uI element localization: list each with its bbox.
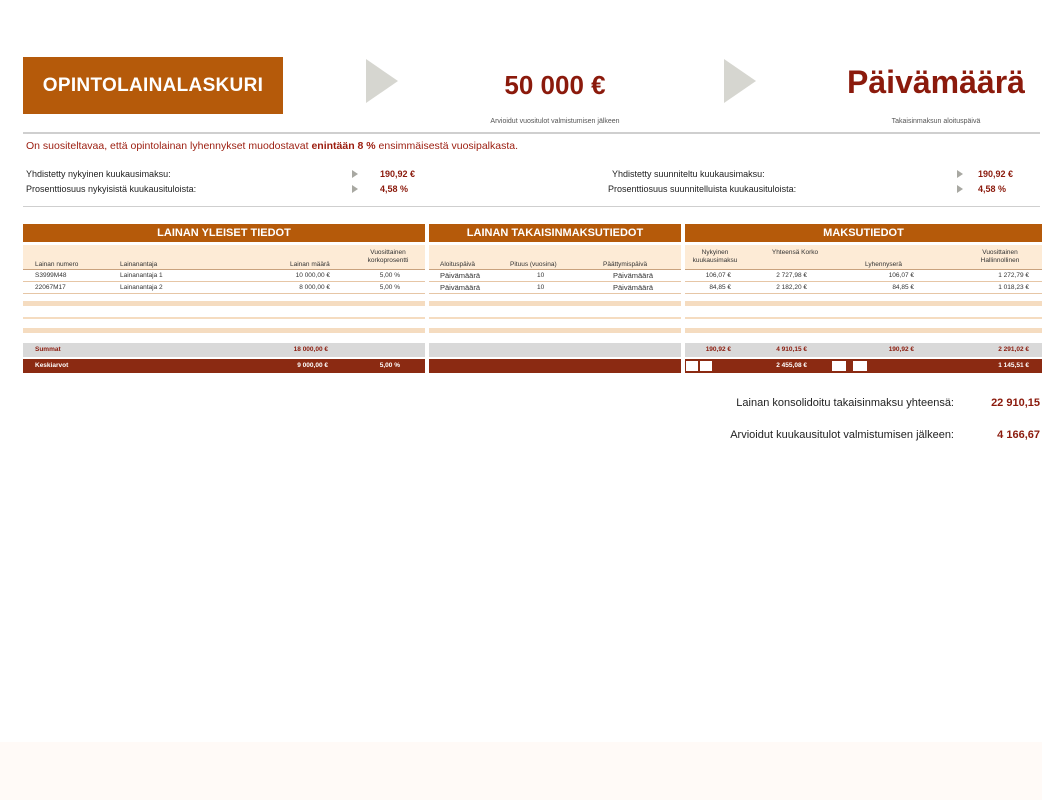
section-repayment-header: LAINAN TAKAISINMAKSUTIEDOT bbox=[429, 224, 681, 242]
summary-right-label-2: Prosenttiosuus suunnitelluista kuukausituloista: bbox=[608, 184, 797, 194]
empty-row-band bbox=[23, 328, 425, 333]
summary-left-label-1: Yhdistetty nykyinen kuukausimaksu: bbox=[26, 169, 171, 179]
summary-right-value-1: 190,92 € bbox=[978, 169, 1014, 179]
loan-2-years[interactable]: 10 bbox=[537, 284, 545, 291]
loan-1-start[interactable]: Päivämäärä bbox=[440, 271, 481, 280]
row-divider bbox=[429, 269, 681, 270]
totals-label: Summat bbox=[35, 346, 61, 353]
loan-2-end: Päivämäärä bbox=[613, 283, 654, 292]
empty-row-band bbox=[685, 301, 1042, 306]
blank-cell-box bbox=[832, 361, 846, 371]
recommendation-after: ensimmäisestä vuosipalkasta. bbox=[375, 140, 519, 152]
calculator-title: OPINTOLAINALASKURI bbox=[23, 57, 283, 114]
row-divider bbox=[685, 293, 1042, 294]
consolidated-total-label: Lainan konsolidoitu takaisinmaksu yhteensä: bbox=[736, 397, 954, 409]
row-divider bbox=[429, 293, 681, 294]
empty-row-band bbox=[23, 317, 425, 319]
row-divider bbox=[429, 281, 681, 282]
loan-1-number[interactable]: S3999M48 bbox=[35, 272, 67, 279]
arrow-right-icon bbox=[724, 59, 756, 103]
loan-1-interest: 2 727,98 € bbox=[776, 272, 807, 279]
loan-1-end: Päivämäärä bbox=[613, 271, 654, 280]
totals-monthly: 190,92 € bbox=[705, 346, 731, 353]
annual-income-value[interactable]: 50 000 € bbox=[504, 70, 606, 100]
loan-2-lender[interactable]: Lainanantaja 2 bbox=[120, 284, 163, 291]
row-divider bbox=[685, 269, 1042, 270]
loan-2-amount[interactable]: 8 000,00 € bbox=[299, 284, 330, 291]
averages-rate: 5,00 % bbox=[379, 362, 400, 369]
totals-row bbox=[23, 343, 425, 357]
col-start-date: Aloituspäivä bbox=[440, 261, 476, 268]
blank-cell-box bbox=[853, 361, 867, 371]
summary-left-value-1: 190,92 € bbox=[380, 169, 416, 179]
loan-1-amount[interactable]: 10 000,00 € bbox=[295, 272, 330, 279]
empty-row-band bbox=[429, 328, 681, 333]
averages-interest: 2 455,08 € bbox=[776, 362, 807, 369]
summary-left-label-2: Prosenttiosuus nykyisistä kuukausituloista: bbox=[26, 184, 197, 194]
annual-income-caption: Arvioidut vuositulot valmistumisen jälkeen bbox=[490, 118, 620, 125]
totals-installment: 190,92 € bbox=[888, 346, 914, 353]
averages-row bbox=[429, 359, 681, 373]
marker-icon bbox=[957, 170, 963, 178]
loan-1-lender[interactable]: Lainanantaja 1 bbox=[120, 272, 163, 279]
col-end-date: Päättymispäivä bbox=[603, 261, 648, 268]
col-rate: Vuosittainen korkoprosentti bbox=[367, 249, 409, 264]
section-payment-header: MAKSUTIEDOT bbox=[685, 224, 1042, 242]
row-divider bbox=[23, 269, 425, 270]
blank-cell-box bbox=[686, 361, 698, 371]
summary-right-value-2: 4,58 % bbox=[978, 184, 1007, 194]
col-interest: Yhteensä Korko bbox=[771, 249, 819, 256]
averages-annual: 1 145,51 € bbox=[998, 362, 1029, 369]
averages-label: Keskiarvot bbox=[35, 362, 69, 369]
totals-annual: 2 291,02 € bbox=[998, 346, 1029, 353]
totals-amount: 18 000,00 € bbox=[293, 346, 328, 353]
col-years: Pituus (vuosina) bbox=[510, 261, 557, 268]
loan-2-interest: 2 182,20 € bbox=[776, 284, 807, 291]
empty-row-band bbox=[429, 301, 681, 306]
section-general-header: LAINAN YLEISET TIEDOT bbox=[23, 224, 425, 242]
consolidated-total-value: 22 910,15 bbox=[991, 397, 1040, 409]
start-date-caption: Takaisinmaksun aloituspäivä bbox=[891, 118, 981, 125]
monthly-income-label: Arvioidut kuukausitulot valmistumisen jälkeen: bbox=[730, 429, 954, 441]
start-date-value[interactable]: Päivämäärä bbox=[847, 64, 1025, 100]
bottom-strip bbox=[0, 742, 1042, 800]
loan-1-years[interactable]: 10 bbox=[537, 272, 545, 279]
empty-row-band bbox=[685, 317, 1042, 319]
row-divider bbox=[23, 281, 425, 282]
loan-2-start[interactable]: Päivämäärä bbox=[440, 283, 481, 292]
row-divider bbox=[23, 293, 425, 294]
col-annual: Vuosittainen Hallinnollinen bbox=[980, 249, 1020, 264]
averages-amount: 9 000,00 € bbox=[297, 362, 328, 369]
col-amount: Lainan määrä bbox=[290, 261, 330, 268]
loan-2-monthly: 84,85 € bbox=[709, 284, 731, 291]
marker-icon bbox=[352, 170, 358, 178]
loan-1-annual: 1 272,79 € bbox=[998, 272, 1029, 279]
header-divider bbox=[23, 132, 1040, 134]
loan-1-rate[interactable]: 5,00 % bbox=[379, 272, 400, 279]
loan-2-installment: 84,85 € bbox=[892, 284, 914, 291]
empty-row-band bbox=[23, 301, 425, 306]
marker-icon bbox=[352, 185, 358, 193]
totals-row bbox=[429, 343, 681, 357]
loan-2-annual: 1 018,23 € bbox=[998, 284, 1029, 291]
col-monthly: Nykyinen kuukausimaksu bbox=[692, 249, 738, 264]
summary-left-value-2: 4,58 % bbox=[380, 184, 409, 194]
recommendation-before: On suositeltavaa, että opintolainan lyhennykset muodostavat bbox=[26, 140, 312, 152]
arrow-right-icon bbox=[366, 59, 398, 103]
empty-row-band bbox=[685, 328, 1042, 333]
col-installment: Lyhennyserä bbox=[865, 261, 902, 268]
loan-1-installment: 106,07 € bbox=[888, 272, 914, 279]
summary-divider bbox=[23, 206, 1040, 207]
blank-cell-box bbox=[700, 361, 712, 371]
summary-right-label-1: Yhdistetty suunniteltu kuukausimaksu: bbox=[612, 169, 765, 179]
loan-2-rate[interactable]: 5,00 % bbox=[379, 284, 400, 291]
col-lender: Lainanantaja bbox=[120, 261, 158, 268]
loan-1-monthly: 106,07 € bbox=[705, 272, 731, 279]
empty-row-band bbox=[429, 317, 681, 319]
marker-icon bbox=[957, 185, 963, 193]
loan-2-number[interactable]: 22067M17 bbox=[35, 284, 66, 291]
row-divider bbox=[685, 281, 1042, 282]
monthly-income-value: 4 166,67 bbox=[997, 429, 1040, 441]
recommendation-text bbox=[26, 140, 518, 152]
totals-interest: 4 910,15 € bbox=[776, 346, 807, 353]
col-loan-number: Lainan numero bbox=[35, 261, 79, 268]
recommendation-bold: enintään 8 % bbox=[311, 140, 376, 152]
